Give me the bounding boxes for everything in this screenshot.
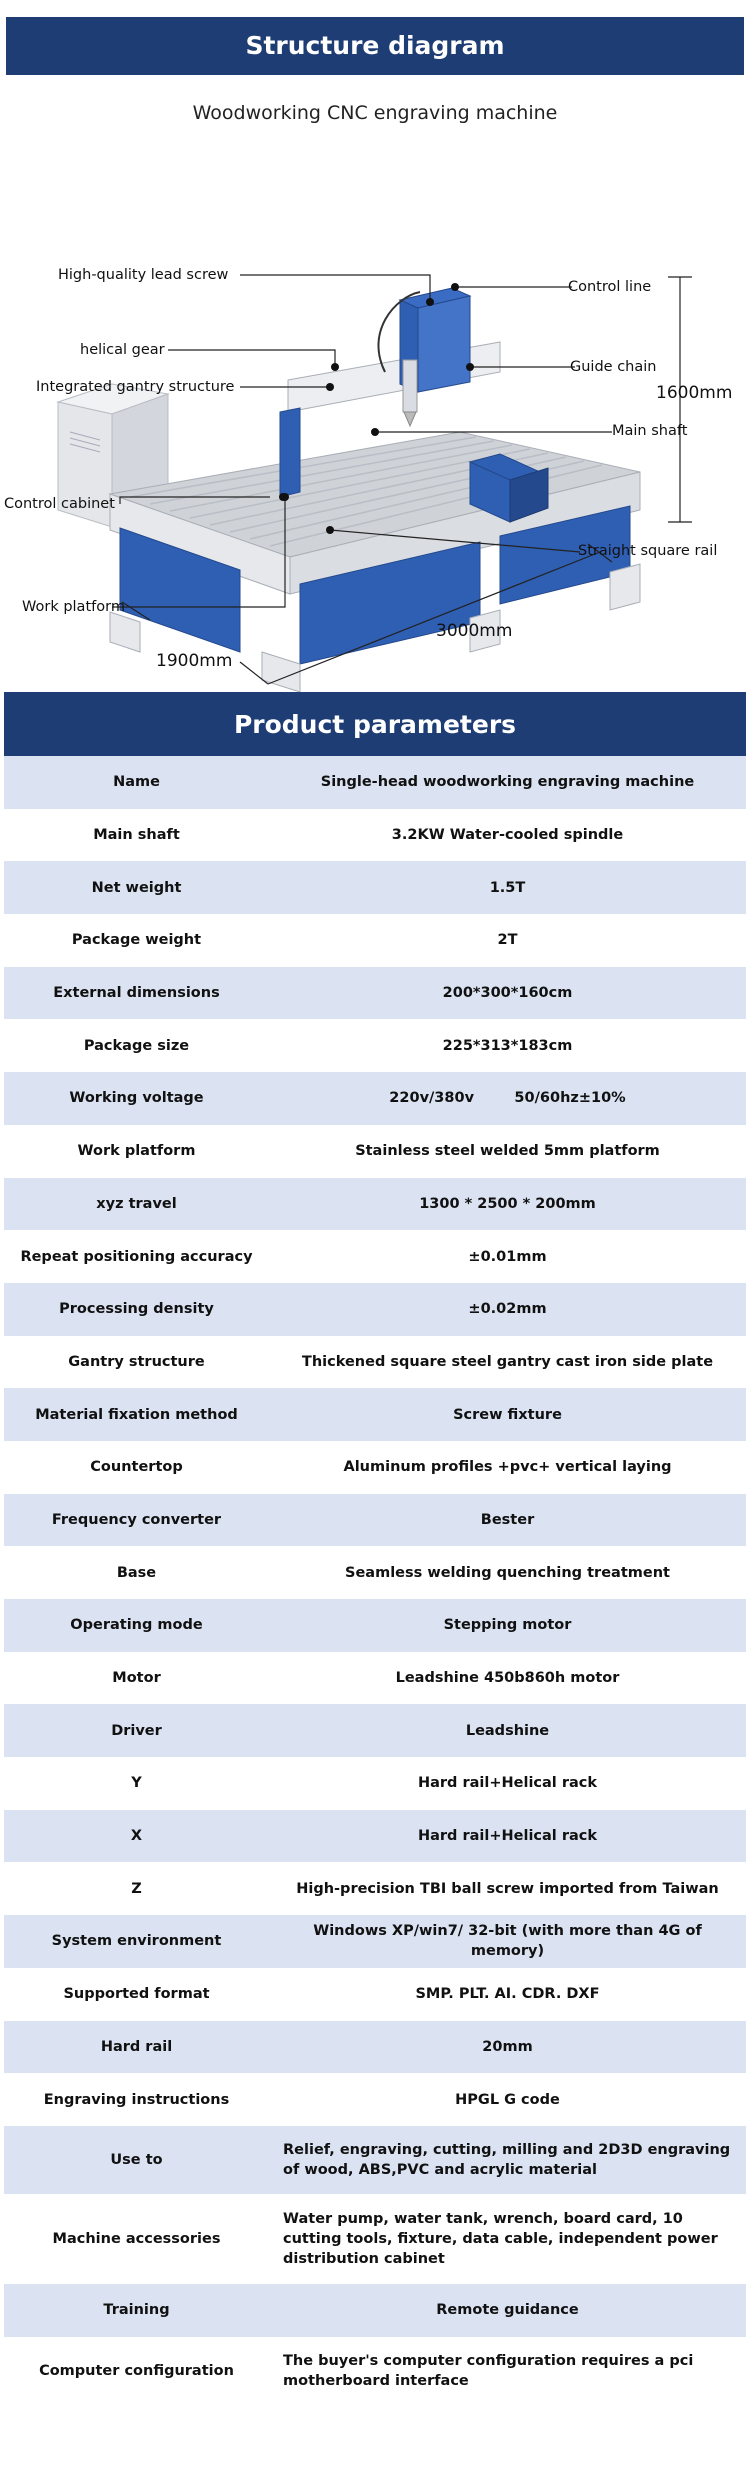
label-work-platform: Work platform: [22, 599, 125, 615]
structure-diagram: [0, 132, 750, 692]
param-value: Hard rail+Helical rack: [417, 1775, 597, 1792]
table-row: [4, 1757, 746, 1810]
param-value: High-precision TBI ball screw imported from Taiwan: [296, 1880, 719, 1897]
param-name: X: [130, 1828, 143, 1845]
param-value: HPGL G code: [455, 2091, 560, 2108]
label-control-line: Control line: [568, 279, 652, 295]
param-value: 2T: [497, 932, 518, 949]
param-name: Y: [131, 1775, 142, 1792]
param-name: Operating mode: [70, 1617, 203, 1634]
param-value: Screw fixture: [453, 1406, 562, 1423]
spindle-head-shape: [378, 288, 470, 426]
label-control-cabinet: Control cabinet: [4, 496, 115, 512]
table-row: [4, 967, 746, 1020]
param-value: 1300 * 2500 * 200mm: [419, 1195, 596, 1212]
param-value: Windows XP/win7/ 32-bit (with more than 4G of memory): [313, 1923, 707, 1960]
table-row: [4, 2337, 746, 2405]
param-name: Repeat positioning accuracy: [20, 1248, 253, 1265]
param-value: Water pump, water tank, wrench, board card, 10 cutting tools, fixture, data cable, independent power distribution cabinet: [283, 2210, 723, 2267]
table-row: [4, 1862, 746, 1915]
param-name: Supported format: [63, 1986, 210, 2003]
param-name: Driver: [111, 1722, 162, 1739]
param-name: Machine accessories: [52, 2230, 221, 2247]
table-row: [4, 1125, 746, 1178]
param-name: Hard rail: [100, 2038, 173, 2055]
label-guide-chain: Guide chain: [570, 359, 657, 375]
structure-diagram-title: Structure diagram: [6, 17, 744, 75]
table-row: [4, 1441, 746, 1494]
table-row: [4, 2126, 746, 2194]
param-value: Stainless steel welded 5mm platform: [355, 1143, 660, 1160]
param-value: The buyer's computer configuration requires a pci motherboard interface: [283, 2352, 699, 2389]
table-row: [4, 2021, 746, 2074]
table-row: [4, 861, 746, 914]
table-row: [4, 1704, 746, 1757]
param-name: Package size: [83, 1037, 190, 1054]
param-value: Hard rail+Helical rack: [417, 1828, 597, 1845]
table-row: [4, 1178, 746, 1231]
dimension-width: 1900mm: [156, 651, 233, 671]
param-name: Processing density: [59, 1301, 214, 1318]
param-value: Aluminum profiles +pvc+ vertical laying: [343, 1459, 672, 1476]
parameters-table: [4, 756, 746, 2405]
param-name: Use to: [110, 2151, 163, 2168]
table-row: [4, 1283, 746, 1336]
param-value: Relief, engraving, cutting, milling and 2D3D engraving of wood, ABS,PVC and acrylic material: [283, 2141, 736, 2178]
param-name: Material fixation method: [35, 1406, 238, 1423]
table-row: [4, 809, 746, 862]
machine-subtitle: Woodworking CNC engraving machine: [192, 102, 558, 124]
param-name: System environment: [51, 1933, 222, 1950]
param-value: Single-head woodworking engraving machine: [320, 774, 695, 791]
param-name: Main shaft: [93, 827, 180, 844]
param-name: External dimensions: [53, 985, 220, 1002]
param-value: Seamless welding quenching treatment: [345, 1564, 670, 1581]
param-value: 20mm: [482, 2038, 533, 2055]
dimension-length: 3000mm: [436, 621, 513, 641]
table-row: [4, 1230, 746, 1283]
param-name: Working voltage: [69, 1090, 204, 1107]
table-row: [4, 2194, 746, 2284]
param-value: 220v/380v 50/60hz±10%: [389, 1090, 626, 1107]
table-row: [4, 1599, 746, 1652]
table-row: [4, 1968, 746, 2021]
table-row: [4, 2073, 746, 2126]
table-row: [4, 1336, 746, 1389]
table-row: [4, 1388, 746, 1441]
product-parameters-title: Product parameters: [4, 692, 746, 756]
param-value: Thickened square steel gantry cast iron side plate: [301, 1353, 714, 1370]
table-row: [4, 1652, 746, 1705]
label-square-rail: Straight square rail: [578, 543, 718, 559]
param-name: Motor: [112, 1670, 161, 1687]
table-row: [4, 1915, 746, 1968]
table-row: [4, 1546, 746, 1599]
param-name: Countertop: [90, 1459, 183, 1476]
table-row: [4, 914, 746, 967]
label-helical-gear: helical gear: [80, 342, 165, 358]
param-name: Gantry structure: [68, 1353, 205, 1370]
table-row: [4, 1494, 746, 1547]
param-name: Base: [116, 1564, 157, 1581]
param-name: Engraving instructions: [43, 2091, 230, 2108]
param-name: Training: [103, 2302, 170, 2319]
table-row: [4, 756, 746, 809]
param-name: xyz travel: [96, 1195, 177, 1212]
param-value: Bester: [480, 1511, 535, 1528]
param-value: Leadshine 450b860h motor: [395, 1670, 620, 1687]
param-value: Stepping motor: [443, 1617, 572, 1634]
dimension-height: 1600mm: [656, 383, 733, 403]
table-row: [4, 1810, 746, 1863]
param-value: 1.5T: [489, 879, 526, 896]
param-value: 200*300*160cm: [442, 985, 573, 1002]
table-row: [4, 1019, 746, 1072]
param-name: Package weight: [71, 932, 202, 949]
param-value: ±0.01mm: [468, 1248, 547, 1265]
param-value: SMP. PLT. AI. CDR. DXF: [415, 1986, 600, 2003]
param-name: Net weight: [91, 879, 182, 896]
param-name: Z: [131, 1880, 142, 1897]
param-name: Computer configuration: [39, 2362, 234, 2379]
param-value: ±0.02mm: [468, 1301, 547, 1318]
table-row: [4, 2284, 746, 2337]
label-gantry: Integrated gantry structure: [36, 379, 235, 395]
table-row: [4, 1072, 746, 1125]
param-name: Frequency converter: [51, 1511, 222, 1528]
label-lead-screw: High-quality lead screw: [58, 267, 229, 283]
param-name: Name: [113, 774, 160, 791]
label-main-shaft: Main shaft: [612, 423, 688, 439]
param-name: Work platform: [77, 1143, 196, 1160]
param-value: 225*313*183cm: [442, 1037, 573, 1054]
param-value: 3.2KW Water-cooled spindle: [391, 827, 624, 844]
param-value: Leadshine: [465, 1722, 550, 1739]
param-value: Remote guidance: [436, 2302, 579, 2319]
